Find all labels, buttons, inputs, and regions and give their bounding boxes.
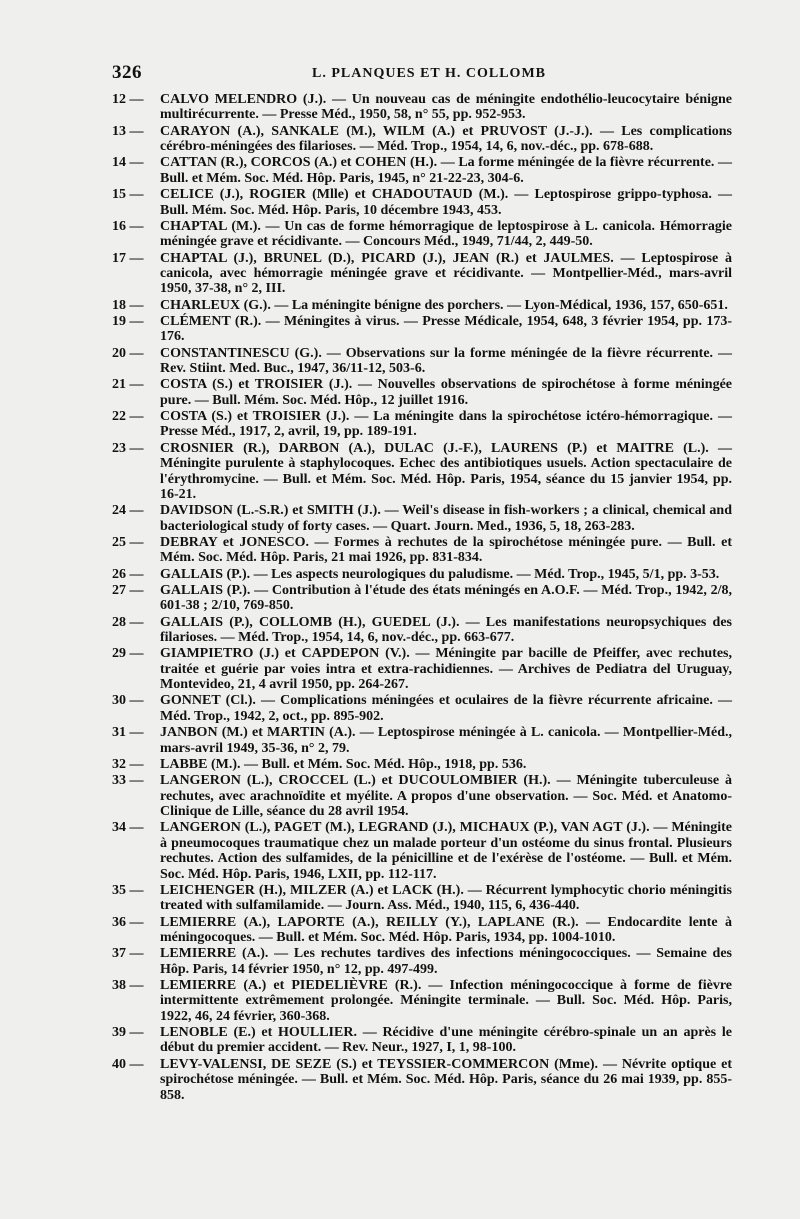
reference-item bbox=[112, 219, 732, 250]
reference-item bbox=[112, 757, 732, 772]
reference-text: CARAYON (A.), SANKALE (M.), WILM (A.) et PRUVOST (J.-J.). — Les complications cérébro-méningées des filarioses. — Méd. Trop., 1954, 14, 6, nov.-déc., pp. 678-688. bbox=[160, 123, 732, 155]
reference-number: 25 — bbox=[112, 534, 144, 550]
reference-item bbox=[112, 915, 732, 946]
reference-text: LANGERON (L.), CROCCEL (L.) et DUCOULOMBIER (H.). — Méningite tuberculeuse à rechutes, avec arachnoïdite et myélite. A propos d'une observation. — Soc. Méd. et Anatomo-Clinique de Lille, séance du 28 avril 1954. bbox=[160, 773, 732, 819]
reference-text: CELICE (J.), ROGIER (Mlle) et CHADOUTAUD (M.). — Leptospirose grippo-typhosa. — Bull. Mém. Soc. Méd. Hôp. Paris, 10 décembre 1943, 453. bbox=[160, 187, 732, 218]
reference-text: LEVY-VALENSI, DE SEZE (S.) et TEYSSIER-COMMERCON (Mme). — Névrite optique et spirochétose méningée. — Bull. et Mém. Soc. Méd. Hôp. Paris, séance du 26 mai 1939, pp. 855-858. bbox=[160, 1056, 732, 1103]
reference-item bbox=[112, 693, 732, 724]
reference-item bbox=[112, 409, 732, 440]
reference-number: 34 — bbox=[112, 820, 144, 836]
reference-number: 36 — bbox=[112, 914, 144, 930]
reference-text: GONNET (Cl.). — Complications méningées et oculaires de la fièvre récurrente africaine. — Méd. Trop., 1942, 2, oct., pp. 895-902. bbox=[160, 693, 732, 724]
reference-text: CROSNIER (R.), DARBON (A.), DULAC (J.-F.), LAURENS (P.) et MAITRE (L.). — Méningite purulente à staphylocoques. Echec des antibiotiques usuels. Action spectaculaire de l'érythromycine. — Bull. et Mém. Soc. Méd. Hôp. Paris, 1954, séance du 15 janvier 1954, pp. 16-21. bbox=[160, 440, 732, 502]
reference-text: CATTAN (R.), CORCOS (A.) et COHEN (H.). — La forme méningée de la fièvre récurrente. — Bull. et Mém. Soc. Méd. Hôp. Paris, 1945, n° 21-22-23, 304-6. bbox=[160, 155, 732, 186]
reference-item bbox=[112, 978, 732, 1024]
running-title: L. PLANQUES ET H. COLLOMB bbox=[312, 66, 547, 81]
reference-item bbox=[112, 646, 732, 692]
reference-number: 37 — bbox=[112, 946, 144, 962]
reference-text: CHAPTAL (J.), BRUNEL (D.), PICARD (J.), JEAN (R.) et JAULMES. — Leptospirose à canicola, avec hémorragie méningée grave et récidivante. — Montpellier-Méd., mars-avril 1950, 37-38, n° 2, III. bbox=[160, 250, 732, 297]
reference-number: 32 — bbox=[112, 756, 144, 772]
reference-number: 12 — bbox=[112, 92, 144, 107]
reference-text: LENOBLE (E.) et HOULLIER. — Récidive d'une méningite cérébro-spinale un an après le début du premier accident. — Rev. Neur., 1927, I, 1, 98-100. bbox=[160, 1025, 732, 1056]
reference-text: LEMIERRE (A.) et PIEDELIÈVRE (R.). — Infection méningococcique à forme de fièvre intermittente extrêmement prolongée. Méningite terminale. — Bull. Soc. Méd. Hôp. Paris, 1922, 46, 24 février, 360-368. bbox=[160, 977, 732, 1024]
reference-number: 35 — bbox=[112, 882, 144, 898]
reference-number: 31 — bbox=[112, 725, 144, 741]
reference-item bbox=[112, 725, 732, 756]
reference-item bbox=[112, 251, 732, 297]
reference-text: CHARLEUX (G.). — La méningite bénigne des porchers. — Lyon-Médical, 1936, 157, 650-651. bbox=[160, 297, 728, 313]
reference-item bbox=[112, 773, 732, 819]
reference-text: CLÉMENT (R.). — Méningites à virus. — Presse Médicale, 1954, 648, 3 février 1954, pp. 173-176. bbox=[160, 313, 732, 345]
reference-text: LEICHENGER (H.), MILZER (A.) et LACK (H.). — Récurrent lymphocytic chorio méningitis treated with sulfamilamide. — Journ. Ass. Méd., 1940, 115, 6, 436-440. bbox=[160, 882, 732, 914]
reference-number: 24 — bbox=[112, 503, 144, 519]
reference-item bbox=[112, 155, 732, 186]
reference-item bbox=[112, 314, 732, 345]
reference-number: 15 — bbox=[112, 187, 144, 203]
reference-number: 20 — bbox=[112, 345, 144, 361]
reference-item bbox=[112, 535, 732, 566]
reference-text: CHAPTAL (M.). — Un cas de forme hémorragique de leptospirose à L. canicola. Hémorragie méningée grave et récidivante. — Concours Méd., 1949, 71/44, 2, 449-50. bbox=[160, 218, 732, 250]
reference-text: GALLAIS (P.). — Contribution à l'étude des états méningés en A.O.F. — Méd. Trop., 1942, 2/8, 601-38 ; 2/10, 769-850. bbox=[160, 582, 732, 614]
reference-item bbox=[112, 377, 732, 408]
reference-number: 14 — bbox=[112, 155, 144, 171]
reference-number: 19 — bbox=[112, 313, 144, 329]
reference-item bbox=[112, 187, 732, 218]
reference-number: 38 — bbox=[112, 977, 144, 993]
reference-item bbox=[112, 124, 732, 155]
reference-text: CONSTANTINESCU (G.). — Observations sur la forme méningée de la fièvre récurrente. — Rev. Stiint. Med. Buc., 1947, 36/11-12, 503-6. bbox=[160, 345, 732, 377]
reference-item bbox=[112, 346, 732, 377]
reference-text: LANGERON (L.), PAGET (M.), LEGRAND (J.), MICHAUX (P.), VAN AGT (J.). — Méningite à pneumocoques traumatique chez un malade porteur d'un ostéome du sinus frontal. Plusieurs rechutes. Action des sulfamides, de la pénicilline et de l'exérèse de l'ostéome. — Bull. et Mém. Soc. Méd. Hôp. Paris, 1946, LXII, pp. 112-117. bbox=[160, 820, 732, 882]
reference-item bbox=[112, 583, 732, 614]
reference-text: COSTA (S.) et TROISIER (J.). — Nouvelles observations de spirochétose à forme méningée pure. — Bull. Mém. Soc. Méd. Hôp., 12 juillet 1916. bbox=[160, 377, 732, 408]
reference-item bbox=[112, 946, 732, 977]
reference-number: 30 — bbox=[112, 693, 144, 709]
reference-text: GIAMPIETRO (J.) et CAPDEPON (V.). — Méningite par bacille de Pfeiffer, avec rechutes, traitée et guérie par voies intra et extra-rachidiennes. — Archives de Pediatra del Uruguay, Montevideo, 21, 4 avril 1950, pp. 264-267. bbox=[160, 646, 732, 693]
reference-item bbox=[112, 820, 732, 882]
reference-number: 13 — bbox=[112, 123, 144, 139]
reference-number: 18 — bbox=[112, 297, 144, 313]
reference-number: 21 — bbox=[112, 377, 144, 393]
reference-number: 40 — bbox=[112, 1056, 144, 1072]
reference-text: JANBON (M.) et MARTIN (A.). — Leptospirose méningée à L. canicola. — Montpellier-Méd., mars-avril 1949, 35-36, n° 2, 79. bbox=[160, 725, 732, 756]
reference-text: LABBE (M.). — Bull. et Mém. Soc. Méd. Hôp., 1918, pp. 536. bbox=[160, 756, 527, 772]
reference-text: GALLAIS (P.), COLLOMB (H.), GUEDEL (J.). — Les manifestations neuropsychiques des filarioses. — Méd. Trop., 1954, 14, 6, nov.-déc., pp. 663-677. bbox=[160, 614, 732, 646]
reference-item bbox=[112, 615, 732, 646]
reference-text: CALVO MELENDRO (J.). — Un nouveau cas de méningite endothélio-leucocytaire bénigne multirécurrente. — Presse Méd., 1950, 58, n° 55, pp. 952-953. bbox=[160, 92, 732, 123]
reference-number: 26 — bbox=[112, 566, 144, 582]
reference-item bbox=[112, 883, 732, 914]
reference-text: DAVIDSON (L.-S.R.) et SMITH (J.). — Weil's disease in fish-workers ; a clinical, chemical and bacteriological study of forty cases. — Quart. Journ. Med., 1936, 5, 18, 263-283. bbox=[160, 503, 732, 534]
reference-list bbox=[112, 92, 732, 1104]
reference-item bbox=[112, 92, 732, 123]
reference-item bbox=[112, 441, 732, 503]
page-header bbox=[112, 58, 730, 88]
reference-text: LEMIERRE (A.). — Les rechutes tardives des infections méningococciques. — Semaine des Hôp. Paris, 14 février 1950, n° 12, pp. 497-499. bbox=[160, 946, 732, 977]
reference-item bbox=[112, 503, 732, 534]
reference-text: GALLAIS (P.). — Les aspects neurologiques du paludisme. — Méd. Trop., 1945, 5/1, pp. 3-53. bbox=[160, 566, 720, 582]
reference-text: DEBRAY et JONESCO. — Formes à rechutes de la spirochétose méningée pure. — Bull. et Mém. Soc. Méd. Hôp. Paris, 21 mai 1926, pp. 831-834. bbox=[160, 534, 732, 566]
reference-number: 16 — bbox=[112, 218, 144, 234]
reference-item bbox=[112, 1025, 732, 1056]
reference-number: 27 — bbox=[112, 582, 144, 598]
reference-text: LEMIERRE (A.), LAPORTE (A.), REILLY (Y.), LAPLANE (R.). — Endocardite lente à méningocoques. — Bull. et Mém. Soc. Méd. Hôp. Paris, 1934, pp. 1004-1010. bbox=[160, 914, 732, 945]
reference-number: 22 — bbox=[112, 409, 144, 425]
page-number: 326 bbox=[112, 62, 142, 83]
reference-number: 33 — bbox=[112, 773, 144, 789]
reference-item bbox=[112, 298, 732, 313]
reference-number: 17 — bbox=[112, 250, 144, 266]
reference-number: 29 — bbox=[112, 646, 144, 662]
reference-number: 23 — bbox=[112, 440, 144, 456]
reference-text: COSTA (S.) et TROISIER (J.). — La méningite dans la spirochétose ictéro-hémorragique. — Presse Méd., 1917, 2, avril, 19, pp. 189-191. bbox=[160, 409, 732, 440]
reference-item bbox=[112, 1057, 732, 1103]
reference-number: 28 — bbox=[112, 614, 144, 630]
reference-item bbox=[112, 567, 732, 582]
reference-number: 39 — bbox=[112, 1025, 144, 1041]
